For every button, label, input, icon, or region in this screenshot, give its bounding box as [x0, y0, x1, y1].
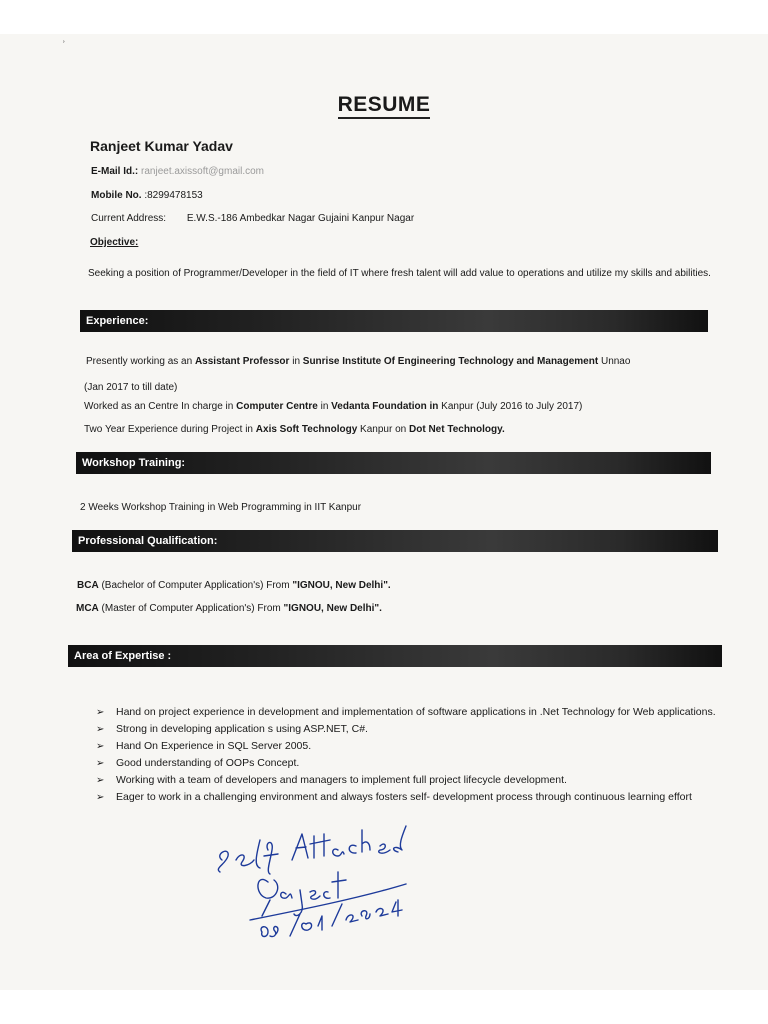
- resume-title: RESUME: [0, 93, 768, 117]
- qualification-heading-bar: [72, 530, 718, 552]
- email-label: E-Mail Id.:: [91, 166, 139, 177]
- bca-abbr: BCA: [77, 580, 99, 591]
- exp1-institute: Sunrise Institute Of Engineering Technology and Management: [302, 356, 599, 367]
- email-row: [91, 166, 264, 177]
- exp3-text-c: in: [317, 401, 332, 412]
- mobile-value: :8299478153: [144, 190, 203, 201]
- expertise-text: Hand On Experience in SQL Server 2005.: [116, 740, 312, 752]
- exp1-text-a: Presently working as an: [86, 356, 195, 367]
- qualification-bca: [77, 580, 391, 591]
- mobile-row: [91, 190, 203, 201]
- arrow-bullet-icon: ➢: [96, 724, 105, 735]
- expertise-list: [96, 704, 736, 806]
- exp3-centre: Computer Centre: [236, 401, 318, 412]
- bca-from: "IGNOU, New Delhi".: [292, 580, 391, 591]
- experience-line-2: (Jan 2017 to till date): [84, 382, 178, 393]
- exp4-company: Axis Soft Technology: [255, 424, 358, 435]
- email-value: ranjeet.axissoft@gmail.com: [141, 166, 264, 177]
- address-row: [91, 213, 414, 224]
- exp1-location: Unnao: [598, 356, 631, 367]
- qualification-mca: [76, 603, 382, 614]
- experience-heading-bar: [80, 310, 708, 332]
- bca-text: (Bachelor of Computer Application's) From: [98, 580, 293, 591]
- mca-from: "IGNOU, New Delhi".: [283, 603, 382, 614]
- expertise-heading: Area of Expertise :: [74, 650, 172, 662]
- candidate-name: Ranjeet Kumar Yadav: [90, 138, 233, 154]
- expertise-text: Strong in developing application s using ASP.NET, C#.: [116, 723, 368, 735]
- experience-line-1: [86, 356, 630, 367]
- expertise-heading-bar: [68, 645, 722, 667]
- exp4-text-c: Kanpur on: [357, 424, 409, 435]
- expertise-text: Eager to work in a challenging environment and always fosters self- development process through continuous learning effort: [116, 791, 692, 803]
- experience-heading: Experience:: [86, 315, 149, 327]
- handwritten-signature: [210, 820, 430, 940]
- exp4-text-a: Two Year Experience during Project in: [84, 424, 256, 435]
- address-label: Current Address:: [91, 213, 167, 224]
- exp4-technology: Dot Net Technology.: [409, 424, 505, 435]
- expertise-text: Working with a team of developers and managers to implement full project lifecycle development.: [116, 774, 567, 786]
- workshop-heading-bar: [76, 452, 711, 474]
- expertise-item: [96, 755, 736, 772]
- expertise-item: [96, 789, 736, 806]
- expertise-text: Hand on project experience in development and implementation of software applications in .Net Technology for Web applications.: [116, 706, 716, 718]
- expertise-item: [96, 772, 736, 789]
- scan-mark: ˒: [62, 34, 66, 46]
- experience-line-3: [84, 401, 582, 412]
- address-value: E.W.S.-186 Ambedkar Nagar Gujaini Kanpur Nagar: [186, 213, 415, 224]
- exp1-role: Assistant Professor: [194, 356, 290, 367]
- workshop-heading: Workshop Training:: [82, 457, 186, 469]
- exp3-text-a: Worked as an Centre In charge in: [84, 401, 237, 412]
- experience-line-4: [84, 424, 505, 435]
- expertise-text: Good understanding of OOPs Concept.: [116, 757, 300, 769]
- mca-abbr: MCA: [76, 603, 99, 614]
- mca-text: (Master of Computer Application's) From: [98, 603, 284, 614]
- exp3-period: Kanpur (July 2016 to July 2017): [438, 401, 583, 412]
- exp1-text-c: in: [289, 356, 303, 367]
- expertise-item: [96, 704, 736, 721]
- arrow-bullet-icon: ➢: [96, 707, 105, 718]
- workshop-text: 2 Weeks Workshop Training in Web Programming in IIT Kanpur: [80, 502, 362, 513]
- arrow-bullet-icon: ➢: [96, 775, 105, 786]
- objective-text: Seeking a position of Programmer/Developer in the field of IT where fresh talent will add value to operations and utilize my skills and abilities.: [88, 268, 711, 279]
- arrow-bullet-icon: ➢: [96, 792, 105, 803]
- mobile-label: Mobile No.: [91, 190, 142, 201]
- arrow-bullet-icon: ➢: [96, 758, 105, 769]
- objective-heading: Objective:: [90, 237, 139, 248]
- exp3-foundation: Vedanta Foundation in: [331, 401, 439, 412]
- expertise-item: [96, 721, 736, 738]
- arrow-bullet-icon: ➢: [96, 741, 105, 752]
- qualification-heading: Professional Qualification:: [78, 535, 218, 547]
- expertise-item: [96, 738, 736, 755]
